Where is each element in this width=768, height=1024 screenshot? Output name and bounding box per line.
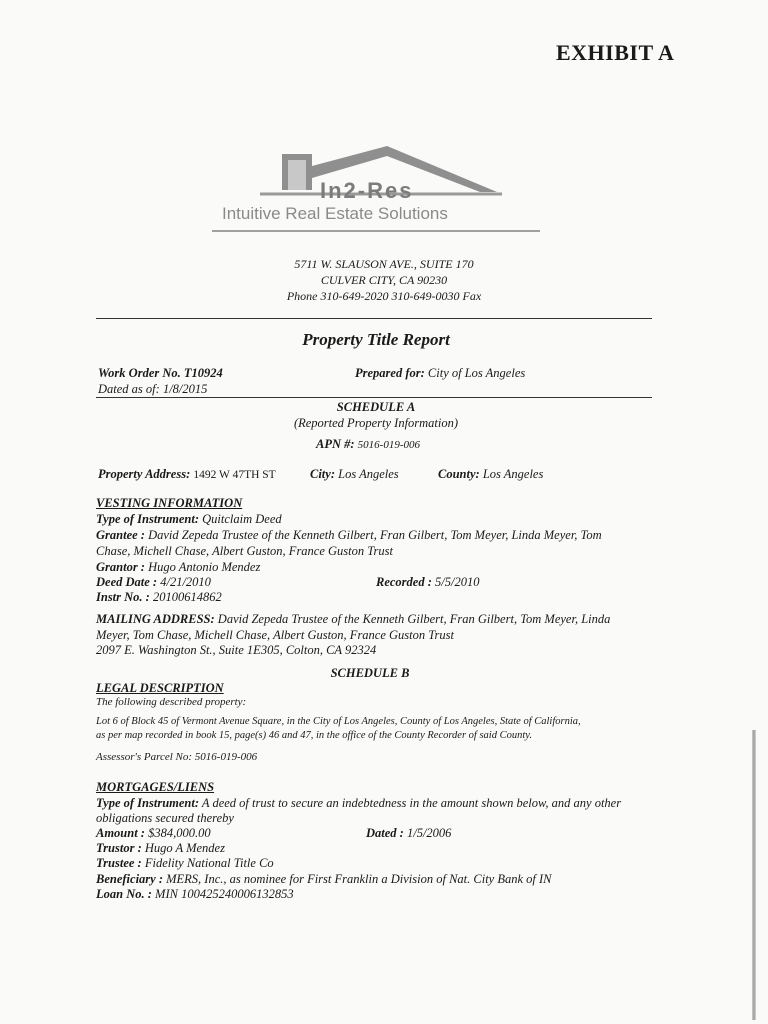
- legal-line-2: as per map recorded in book 15, page(s) 46 and 47, in the office of the County Recorder of said County.: [96, 730, 532, 741]
- dated-as-of: [98, 381, 207, 397]
- logo-brand: In2-Res: [320, 178, 414, 203]
- prepared-for-value: City of Los Angeles: [427, 366, 526, 380]
- mortgage-instrument-label: Type of Instrument:: [96, 796, 200, 810]
- recorded-label: Recorded :: [376, 575, 432, 589]
- work-order: [98, 365, 223, 381]
- vesting-instrument-label: Type of Instrument:: [96, 512, 200, 526]
- trustee-label: Trustee :: [96, 856, 142, 870]
- loan-value: MIN 100425240006132853: [155, 887, 294, 901]
- grantee-line-1: David Zepeda Trustee of the Kenneth Gilbert, Fran Gilbert, Tom Meyer, Linda Meyer, Tom: [148, 528, 602, 542]
- divider-schedule-a: [96, 397, 652, 398]
- vesting-instrument: [96, 511, 282, 527]
- legal-line-1: Lot 6 of Block 45 of Vermont Avenue Square, in the City of Los Angeles, County of Los Angeles, State of California,: [96, 716, 581, 727]
- mortgage-trustor: [96, 840, 225, 856]
- work-order-value: T10924: [183, 366, 223, 380]
- trustor-value: Hugo A Mendez: [144, 841, 225, 855]
- grantor-value: Hugo Antonio Mendez: [148, 560, 261, 574]
- mortgage-dated-label: Dated :: [366, 826, 404, 840]
- property-address: [98, 466, 276, 483]
- apn-label: APN #:: [316, 437, 355, 451]
- mailing-line-1: David Zepeda Trustee of the Kenneth Gilbert, Fran Gilbert, Tom Meyer, Linda: [217, 612, 611, 626]
- recorded-date: [376, 574, 479, 590]
- grantee-label: Grantee :: [96, 528, 145, 542]
- mortgage-loan-no: [96, 886, 294, 902]
- mortgage-instrument: [96, 795, 621, 811]
- instr-label: Instr No. :: [96, 590, 150, 604]
- logo-underline: [212, 230, 540, 232]
- deed-date: [96, 574, 211, 590]
- deed-date-label: Deed Date :: [96, 575, 158, 589]
- mailing-address: [96, 611, 610, 627]
- report-title: Property Title Report: [302, 330, 450, 349]
- legal-intro: The following described property:: [96, 696, 247, 708]
- property-city-value: Los Angeles: [338, 467, 399, 481]
- vesting-grantor: [96, 559, 260, 575]
- mortgage-dated-value: 1/5/2006: [406, 826, 452, 840]
- mortgage-beneficiary: [96, 871, 552, 887]
- property-county-label: County:: [438, 467, 480, 481]
- grantor-label: Grantor :: [96, 560, 145, 574]
- mailing-label: MAILING ADDRESS:: [96, 612, 215, 626]
- address-line-1: 5711 W. SLAUSON AVE., SUITE 170: [294, 257, 474, 271]
- logo-tagline: Intuitive Real Estate Solutions: [222, 204, 448, 223]
- mortgages-heading: MORTGAGES/LIENS: [96, 780, 215, 794]
- apn: [316, 436, 420, 453]
- mailing-line-2: Meyer, Tom Chase, Michell Chase, Albert Guston, France Guston Trust: [96, 628, 454, 642]
- mortgage-amount: [96, 825, 211, 841]
- schedule-a-subtitle: (Reported Property Information): [293, 416, 459, 430]
- property-county-value: Los Angeles: [482, 467, 544, 481]
- prepared-for-label: Prepared for:: [355, 366, 425, 380]
- schedule-b-title: SCHEDULE B: [330, 666, 410, 680]
- grantee-line-2: Chase, Michell Chase, Albert Guston, France Guston Trust: [96, 544, 393, 558]
- address-line-2: CULVER CITY, CA 90230: [320, 273, 448, 287]
- schedule-a-title: SCHEDULE A: [336, 400, 416, 414]
- loan-label: Loan No. :: [96, 887, 152, 901]
- vesting-grantee: [96, 527, 602, 543]
- prepared-for: [355, 365, 525, 381]
- mortgage-trustee: [96, 855, 274, 871]
- vesting-heading: VESTING INFORMATION: [96, 496, 243, 510]
- deed-date-value: 4/21/2010: [160, 575, 211, 589]
- instr-value: 20100614862: [152, 590, 222, 604]
- exhibit-label: EXHIBIT A: [556, 40, 675, 65]
- work-order-label: Work Order No.: [98, 366, 181, 380]
- recorded-value: 5/5/2010: [435, 575, 480, 589]
- mailing-line-3: 2097 E. Washington St., Suite 1E305, Colton, CA 92324: [96, 643, 377, 657]
- company-logo: [212, 140, 542, 235]
- amount-label: Amount :: [96, 826, 145, 840]
- divider-top: [96, 318, 652, 319]
- beneficiary-value: MERS, Inc., as nominee for First Franklin a Division of Nat. City Bank of IN: [166, 872, 552, 886]
- assessor-parcel: Assessor's Parcel No: 5016-019-006: [96, 751, 258, 763]
- address-line-3: Phone 310-649-2020 310-649-0030 Fax: [286, 289, 482, 303]
- mortgage-dated: [366, 825, 451, 841]
- property-city-label: City:: [310, 467, 335, 481]
- trustee-value: Fidelity National Title Co: [144, 856, 274, 870]
- property-address-label: Property Address:: [98, 467, 191, 481]
- apn-value: 5016-019-006: [357, 439, 420, 451]
- legal-heading: LEGAL DESCRIPTION: [96, 681, 224, 695]
- property-city: [310, 466, 399, 482]
- trustor-label: Trustor :: [96, 841, 142, 855]
- property-address-value: 1492 W 47TH ST: [193, 469, 276, 481]
- beneficiary-label: Beneficiary :: [96, 872, 163, 886]
- scan-edge-shadow: [752, 730, 756, 1020]
- dated-value: 1/8/2015: [162, 382, 208, 396]
- mortgage-instrument-line-2: obligations secured thereby: [96, 811, 234, 825]
- vesting-instrument-value: Quitclaim Deed: [202, 512, 282, 526]
- amount-value: $384,000.00: [148, 826, 211, 840]
- mortgage-instrument-line-1: A deed of trust to secure an indebtedness in the amount shown below, and any other: [201, 796, 622, 810]
- property-county: [438, 466, 543, 482]
- dated-label: Dated as of:: [98, 382, 160, 396]
- instr-no: [96, 589, 222, 605]
